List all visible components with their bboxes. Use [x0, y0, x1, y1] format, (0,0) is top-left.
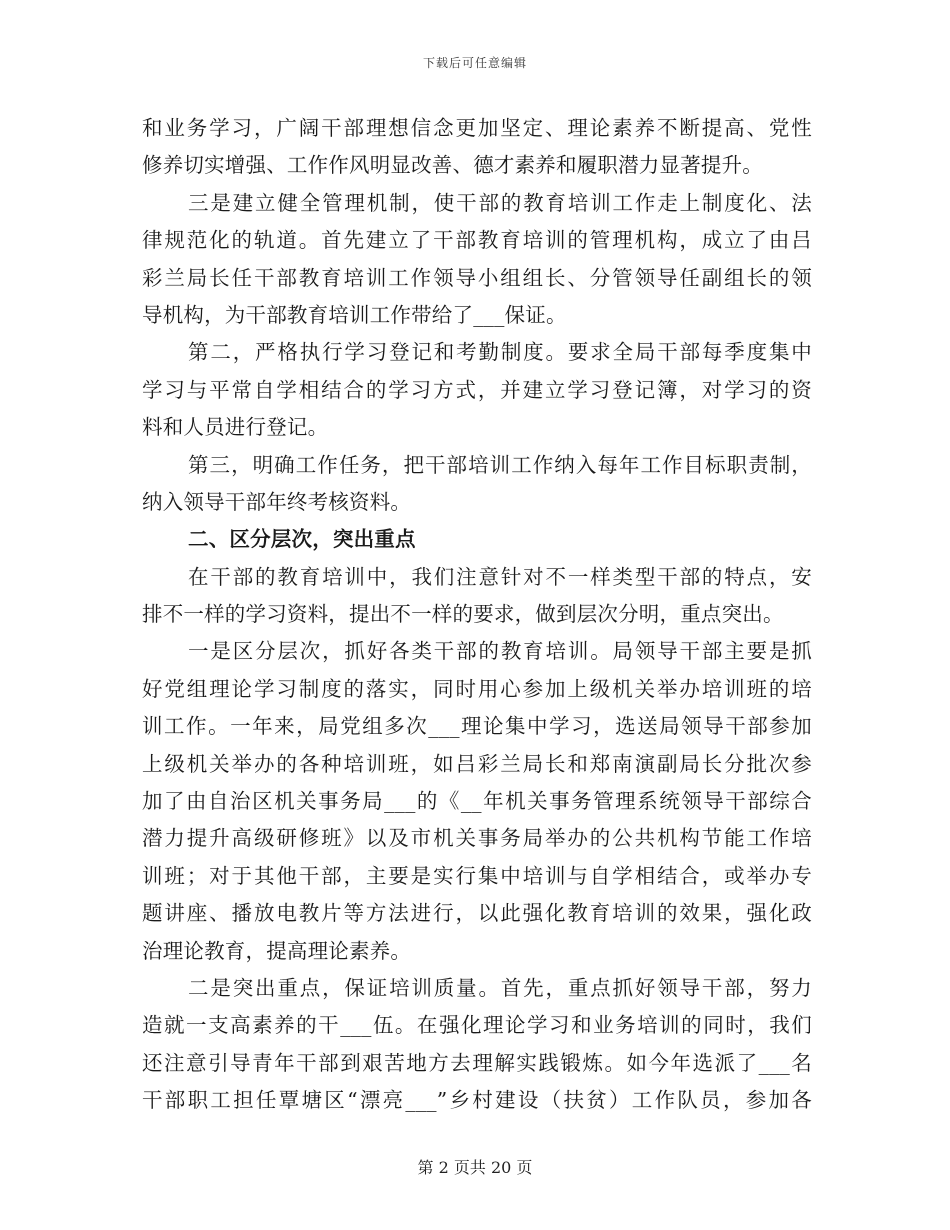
text-line: 潜力提升高级研修班》以及市机关事务局举办的公共机构节能工作培 [142, 826, 812, 851]
text-line: 在干部的教育培训中，我们注意针对不一样类型干部的特点，安 [188, 564, 812, 589]
text-line: 训班；对于其他干部，主要是实行集中培训与自学相结合，或举办专 [142, 863, 812, 888]
text-line: 一是区分层次，抓好各类干部的教育培训。局领导干部主要是抓 [188, 639, 812, 664]
text-line: 和业务学习，广阔干部理想信念更加坚定、理论素养不断提高、党性 [142, 116, 812, 140]
section-heading: 二、区分层次，突出重点 [188, 527, 416, 552]
text-line: 干部职工担任覃塘区“漂亮___”乡村建设（扶贫）工作队员，参加各 [142, 1088, 812, 1113]
text-line: 学习与平常自学相结合的学习方式，并建立学习登记簿，对学习的资 [142, 377, 812, 402]
page-footer: 第 2 页共 20 页 [417, 1158, 533, 1177]
text-line: 料和人员进行登记。 [142, 415, 329, 440]
text-line: 加了由自治区机关事务局___的《__年机关事务管理系统领导干部综合 [142, 789, 812, 814]
text-line: 造就一支高素养的干___伍。在强化理论学习和业务培训的同时，我们 [142, 1013, 812, 1038]
text-line: 第三，明确工作任务，把干部培训工作纳入每年工作目标职责制， [188, 452, 812, 477]
text-line: 题讲座、播放电教片等方法进行，以此强化教育培训的效果，强化政 [142, 901, 812, 926]
text-line: 排不一样的学习资料，提出不一样的要求，做到层次分明，重点突出。 [142, 602, 784, 627]
text-line: 好党组理论学习制度的落实，同时用心参加上级机关举办培训班的培 [142, 676, 812, 701]
page-header: 下载后可任意编辑 [422, 56, 527, 70]
text-line: 训工作。一年来，局党组多次___理论集中学习，选送局领导干部参加 [142, 714, 812, 739]
body-text [142, 110, 812, 1120]
text-line: 二是突出重点，保证培训质量。首先，重点抓好领导干部，努力 [188, 975, 812, 1000]
text-line: 三是建立健全管理机制，使干部的教育培训工作走上制度化、法 [188, 190, 812, 215]
text-line: 还注意引导青年干部到艰苦地方去理解实践锻炼。如今年选派了___名 [142, 1050, 812, 1075]
text-line: 修养切实增强、工作作风明显改善、德才素养和履职潜力显著提升。 [142, 153, 763, 178]
text-line: 第二，严格执行学习登记和考勤制度。要求全局干部每季度集中 [188, 340, 812, 365]
text-line: 律规范化的轨道。首先建立了干部教育培训的管理机构，成立了由吕 [142, 228, 812, 253]
text-line: 纳入领导干部年终考核资料。 [142, 489, 412, 514]
text-line: 导机构，为干部教育培训工作带给了___保证。 [142, 302, 567, 327]
text-line: 上级机关举办的各种培训班，如吕彩兰局长和郑南演副局长分批次参 [142, 751, 812, 776]
text-line: 彩兰局长任干部教育培训工作领导小组组长、分管领导任副组长的领 [142, 265, 812, 290]
text-line: 治理论教育，提高理论素养。 [142, 938, 412, 963]
